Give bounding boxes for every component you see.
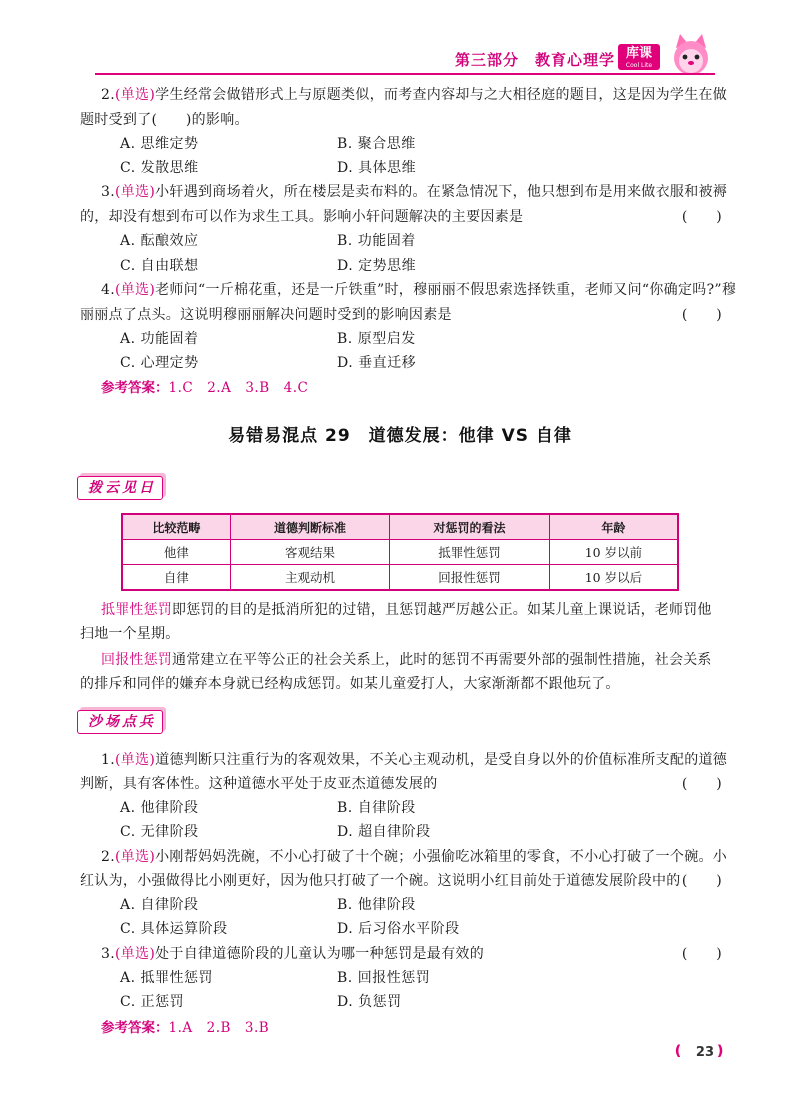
table-cell: 他律 [122,540,230,565]
option[interactable]: C. 具体运算阶段 [120,921,228,937]
comparison-table [121,513,679,591]
page-deco-right-icon: ❫ [714,1043,726,1059]
table-cell: 回报性惩罚 [390,565,550,591]
answer-paren: ( ) [681,307,722,323]
exercise-1-line-2: 判断，具有客体性。这种道德水平处于皮亚杰道德发展的 ( ) [80,776,722,792]
option[interactable]: B. 自律阶段 [337,800,416,816]
option[interactable]: D. 具体思维 [337,160,417,176]
option[interactable]: C. 心理定势 [120,355,199,371]
header-rule [95,73,715,75]
answer-key: 参考答案：1.A 2.B 3.B [101,1020,270,1036]
option[interactable]: A. 自律阶段 [120,897,199,913]
table-header-cell: 对惩罚的看法 [390,514,550,540]
brand-subtext: Cool Lite [625,62,653,69]
table-header-cell: 比较范畴 [122,514,230,540]
table-row [122,540,678,565]
brand-logo [618,44,660,70]
option[interactable]: B. 他律阶段 [337,897,416,913]
exercise-2-line-1: 2.(单选)小刚帮妈妈洗碗，不小心打破了十个碗；小强偷吃冰箱里的零食，不小心打破了一个碗。小 [101,849,728,865]
exercise-1-line-1: 1.(单选)道德判断只注重行为的客观效果，不关心主观动机，是受自身以外的价值标准所支配的道德 [101,752,728,768]
paragraph-line: 抵罪性惩罚即惩罚的目的是抵消所犯的过错，且惩罚越严厉越公正。如某儿童上课说话，老师罚他 [101,602,712,618]
answer-paren: ( ) [681,776,722,792]
paragraph-line: 扫地一个星期。 [80,626,180,642]
option[interactable]: C. 自由联想 [120,258,199,274]
question-4-line-1: 4.(单选)老师问“一斤棉花重，还是一斤铁重”时，穆丽丽不假思索选择铁重，老师又问“你确定吗?”穆 [101,282,737,298]
option[interactable]: B. 聚合思维 [337,136,416,152]
option[interactable]: D. 后习俗水平阶段 [337,921,460,937]
section-label: 拨云见日 [88,480,156,496]
table-header-cell: 道德判断标准 [230,514,390,540]
table-cell: 抵罪性惩罚 [390,540,550,565]
table-cell: 主观动机 [230,565,390,591]
exercise-3-line-1: 3.(单选)处于自律道德阶段的儿童认为哪一种惩罚是最有效的 ( ) [101,946,722,962]
table-cell: 10 岁以后 [549,565,678,591]
answer-key: 参考答案：1.C 2.A 3.B 4.C [101,380,309,396]
option[interactable]: C. 无律阶段 [120,824,199,840]
option[interactable]: B. 原型启发 [337,331,416,347]
brand-text: 库课 [625,46,652,61]
section-label-box [77,710,163,734]
option[interactable]: D. 垂直迁移 [337,355,417,371]
question-type-tag: (单选) [114,282,156,298]
page-number: 23 [695,1045,714,1060]
question-type-tag: (单选) [114,184,156,200]
question-2-line-1: 2.(单选)学生经常会做错形式上与原题类似，而考查内容却与之大相径庭的题目，这是因为学生在做 [101,87,728,103]
question-3-line-1: 3.(单选)小轩遇到商场着火，所在楼层是卖布料的。在紧急情况下，他只想到布是用来做衣服和被褥 [101,184,728,200]
option[interactable]: B. 回报性惩罚 [337,970,431,986]
option[interactable]: B. 功能固着 [337,233,416,249]
answer-paren: ( ) [681,209,722,225]
question-type-tag: (单选) [114,752,156,768]
question-type-tag: (单选) [114,87,156,103]
option[interactable]: A. 功能固着 [120,331,199,347]
answer-paren: ( ) [681,873,722,889]
section-label-box [77,476,163,500]
option[interactable]: D. 负惩罚 [337,994,402,1010]
table-row [122,565,678,591]
explanation-paragraph [80,648,722,696]
question-type-tag: (单选) [114,946,156,962]
table-cell: 客观结果 [230,540,390,565]
option[interactable]: A. 思维定势 [120,136,199,152]
section-title: 易错易混点 29 道德发展：他律 VS 自律 [228,426,572,446]
paragraph-line: 回报性惩罚通常建立在平等公正的社会关系上，此时的惩罚不再需要外部的强制性措施，社会关系 [101,652,712,668]
exercise-2-line-2: 红认为，小强做得比小刚更好，因为他只打破了一个碗。这说明小红目前处于道德发展阶段中的 ( ) [80,873,722,889]
option[interactable]: A. 抵罪性惩罚 [120,970,214,986]
explanation-paragraph [80,598,722,646]
option[interactable]: C. 发散思维 [120,160,199,176]
question-3-line-2: 的，却没有想到布可以作为求生工具。影响小轩问题解决的主要因素是 ( ) [80,209,722,225]
answer-paren: ( ) [681,946,722,962]
section-label: 沙场点兵 [88,714,156,730]
question-type-tag: (单选) [114,849,156,865]
option[interactable]: A. 酝酿效应 [120,233,199,249]
table-header-cell: 年龄 [549,514,678,540]
option[interactable]: D. 定势思维 [337,258,417,274]
page-deco-left-icon: ❪ [672,1043,684,1059]
key-term: 抵罪性惩罚 [101,602,172,618]
header-section-title: 第三部分 教育心理学 [454,51,615,69]
question-4-line-2: 丽丽点了点头。这说明穆丽丽解决问题时受到的影响因素是 ( ) [80,307,722,323]
table-cell: 自律 [122,565,230,591]
table-cell: 10 岁以前 [549,540,678,565]
table-header-row [122,514,678,540]
question-2-line-2: 题时受到了( )的影响。 [80,112,249,128]
option[interactable]: C. 正惩罚 [120,994,185,1010]
key-term: 回报性惩罚 [101,652,172,668]
option[interactable]: D. 超自律阶段 [337,824,431,840]
paragraph-line: 的排斥和同伴的嫌弃本身就已经构成惩罚。如某儿童爱打人，大家渐渐都不跟他玩了。 [80,676,620,692]
option[interactable]: A. 他律阶段 [120,800,199,816]
